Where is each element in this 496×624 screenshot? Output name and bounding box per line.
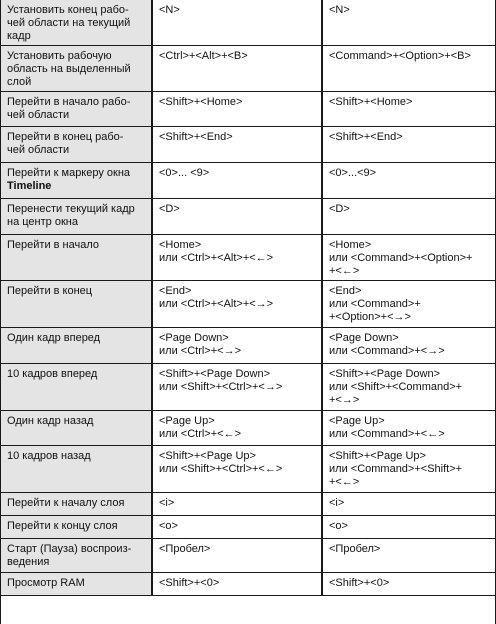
- action-line: 10 кадров вперед: [7, 368, 98, 380]
- action-cell: [1, 281, 152, 328]
- mac-shortcut-line: <Пробел>: [329, 543, 381, 555]
- mac-shortcut-cell: [322, 516, 495, 539]
- windows-shortcut-cell: [152, 127, 322, 163]
- windows-shortcut-line: <Home>: [159, 239, 202, 251]
- table-row: [1, 46, 495, 92]
- action-cell: [1, 127, 152, 163]
- windows-shortcut-line: <Пробел>: [159, 543, 211, 555]
- mac-shortcut-line: <Shift>+<Page Down>: [329, 368, 440, 380]
- mac-shortcut-cell: [322, 446, 495, 493]
- mac-shortcut-line: <Page Up>: [329, 415, 385, 427]
- mac-shortcut-line: <i>: [329, 497, 345, 509]
- action-cell: [1, 199, 152, 235]
- windows-shortcut-cell: [152, 539, 322, 573]
- windows-shortcut-line: <Page Up>: [159, 415, 215, 427]
- windows-shortcut-line: <Ctrl>+<Alt>+<B>: [159, 50, 248, 62]
- table-row: [1, 539, 495, 573]
- table-row: [1, 281, 495, 328]
- mac-shortcut-line: или <Command>+: [329, 298, 421, 310]
- action-line: чей области: [7, 144, 70, 156]
- action-line: чей области на текущий: [7, 17, 131, 29]
- mac-shortcut-cell: [322, 0, 495, 46]
- action-line: Перейти в начало: [7, 239, 100, 251]
- action-cell: [1, 46, 152, 92]
- action-line: Один кадр вперед: [7, 332, 101, 344]
- action-line: Перейти к концу слоя: [7, 520, 118, 532]
- table-row: [1, 235, 495, 281]
- action-line: Перейти к началу слоя: [7, 497, 125, 509]
- action-cell: [1, 493, 152, 516]
- mac-shortcut-cell: [322, 573, 495, 596]
- windows-shortcut-line: <D>: [159, 203, 180, 215]
- shortcut-table: [1, 0, 495, 596]
- windows-shortcut-cell: [152, 411, 322, 446]
- table-row: [1, 199, 495, 235]
- mac-shortcut-line: +<→>: [329, 394, 360, 406]
- mac-shortcut-line: или <Command>+<Shift>+: [329, 463, 463, 475]
- mac-shortcut-cell: [322, 199, 495, 235]
- action-cell: [1, 411, 152, 446]
- mac-shortcut-line: <N>: [329, 4, 350, 16]
- mac-shortcut-line: или <Command>+<Option>+: [329, 252, 473, 264]
- table-row: [1, 92, 495, 127]
- mac-shortcut-cell: [322, 163, 495, 199]
- action-line: Установить конец рабо-: [7, 4, 129, 16]
- action-line: Установить рабочую: [7, 50, 112, 62]
- windows-shortcut-cell: [152, 281, 322, 328]
- windows-shortcut-cell: [152, 573, 322, 596]
- action-cell: [1, 364, 152, 411]
- action-cell: [1, 446, 152, 493]
- mac-shortcut-line: или <Command>+<←>: [329, 428, 445, 440]
- mac-shortcut-cell: [322, 127, 495, 163]
- mac-shortcut-cell: [322, 92, 495, 127]
- windows-shortcut-cell: [152, 46, 322, 92]
- mac-shortcut-line: <D>: [329, 203, 350, 215]
- action-line: 10 кадров назад: [7, 450, 91, 462]
- windows-shortcut-line: или <Shift>+<Ctrl>+<→>: [159, 381, 283, 393]
- action-cell: [1, 539, 152, 573]
- windows-shortcut-line: <Shift>+<Home>: [159, 96, 243, 108]
- windows-shortcut-cell: [152, 364, 322, 411]
- mac-shortcut-line: или <Shift>+<Command>+: [329, 381, 463, 393]
- mac-shortcut-cell: [322, 281, 495, 328]
- windows-shortcut-cell: [152, 199, 322, 235]
- windows-shortcut-cell: [152, 0, 322, 46]
- windows-shortcut-cell: [152, 328, 322, 364]
- action-cell: [1, 516, 152, 539]
- windows-shortcut-line: <N>: [159, 4, 180, 16]
- action-cell: [1, 573, 152, 596]
- table-row: [1, 364, 495, 411]
- mac-shortcut-line: <Command>+<Option>+<B>: [329, 50, 471, 62]
- mac-shortcut-cell: [322, 493, 495, 516]
- mac-shortcut-line: <Home>: [329, 239, 372, 251]
- windows-shortcut-line: <Page Down>: [159, 332, 229, 344]
- windows-shortcut-line: или <Ctrl>+<Alt>+<←>: [159, 252, 274, 264]
- windows-shortcut-line: <i>: [159, 497, 175, 509]
- mac-shortcut-line: <o>: [329, 520, 348, 532]
- action-line: область на выделенный: [7, 63, 131, 75]
- action-line: Просмотр RAM: [7, 577, 85, 589]
- windows-shortcut-line: или <Ctrl>+<Alt>+<→>: [159, 298, 274, 310]
- windows-shortcut-cell: [152, 516, 322, 539]
- windows-shortcut-cell: [152, 163, 322, 199]
- action-line: Старт (Пауза) воспроиз-: [7, 543, 132, 555]
- table-row: [1, 328, 495, 364]
- mac-shortcut-line: +<←>: [329, 476, 360, 488]
- action-line: слой: [7, 76, 32, 88]
- mac-shortcut-line: +<Option>+<→>: [329, 311, 411, 323]
- action-emphasis: Timeline: [7, 180, 52, 192]
- windows-shortcut-line: <o>: [159, 520, 178, 532]
- windows-shortcut-line: <Shift>+<End>: [159, 131, 233, 143]
- mac-shortcut-line: +<←>: [329, 265, 360, 277]
- table-row: [1, 163, 495, 199]
- action-line: Перейти в конец рабо-: [7, 131, 124, 143]
- mac-shortcut-line: <Shift>+<Page Up>: [329, 450, 426, 462]
- table-row: [1, 0, 495, 46]
- windows-shortcut-line: или <Shift>+<Ctrl>+<←>: [159, 463, 283, 475]
- windows-shortcut-line: <Shift>+<0>: [159, 577, 220, 589]
- shortcut-table-body: [1, 0, 495, 596]
- windows-shortcut-line: или <Ctrl>+<←>: [159, 428, 241, 440]
- action-line: чей области: [7, 109, 70, 121]
- mac-shortcut-line: <End>: [329, 285, 362, 297]
- windows-shortcut-cell: [152, 235, 322, 281]
- mac-shortcut-cell: [322, 235, 495, 281]
- action-cell: [1, 235, 152, 281]
- windows-shortcut-line: <Shift>+<Page Up>: [159, 450, 256, 462]
- mac-shortcut-cell: [322, 46, 495, 92]
- action-cell: [1, 328, 152, 364]
- table-row: [1, 127, 495, 163]
- windows-shortcut-cell: [152, 92, 322, 127]
- windows-shortcut-cell: [152, 446, 322, 493]
- action-cell: [1, 92, 152, 127]
- windows-shortcut-line: <0>... <9>: [159, 167, 210, 179]
- windows-shortcut-line: <Shift>+<Page Down>: [159, 368, 270, 380]
- table-row: [1, 446, 495, 493]
- mac-shortcut-cell: [322, 328, 495, 364]
- mac-shortcut-cell: [322, 539, 495, 573]
- action-line: на центр окна: [7, 216, 78, 228]
- action-line: кадр: [7, 30, 31, 42]
- mac-shortcut-cell: [322, 364, 495, 411]
- table-row: [1, 411, 495, 446]
- action-cell: [1, 163, 152, 199]
- action-line: Один кадр назад: [7, 415, 94, 427]
- mac-shortcut-line: <Page Down>: [329, 332, 399, 344]
- action-cell: [1, 0, 152, 46]
- windows-shortcut-line: <End>: [159, 285, 192, 297]
- action-line: Перейти к маркеру окна: [7, 167, 131, 179]
- action-line: Перенести текущий кадр: [7, 203, 135, 215]
- mac-shortcut-line: <Shift>+<End>: [329, 131, 403, 143]
- windows-shortcut-line: или <Ctrl>+<→>: [159, 345, 241, 357]
- mac-shortcut-line: или <Command>+<→>: [329, 345, 445, 357]
- action-line: Перейти в начало рабо-: [7, 96, 131, 108]
- mac-shortcut-line: <Shift>+<0>: [329, 577, 390, 589]
- action-line: ведения: [7, 556, 50, 568]
- mac-shortcut-line: <0>...<9>: [329, 167, 377, 179]
- table-row: [1, 516, 495, 539]
- mac-shortcut-cell: [322, 411, 495, 446]
- mac-shortcut-line: <Shift>+<Home>: [329, 96, 413, 108]
- windows-shortcut-cell: [152, 493, 322, 516]
- table-row: [1, 493, 495, 516]
- table-row: [1, 573, 495, 596]
- action-line: Перейти в конец: [7, 285, 93, 297]
